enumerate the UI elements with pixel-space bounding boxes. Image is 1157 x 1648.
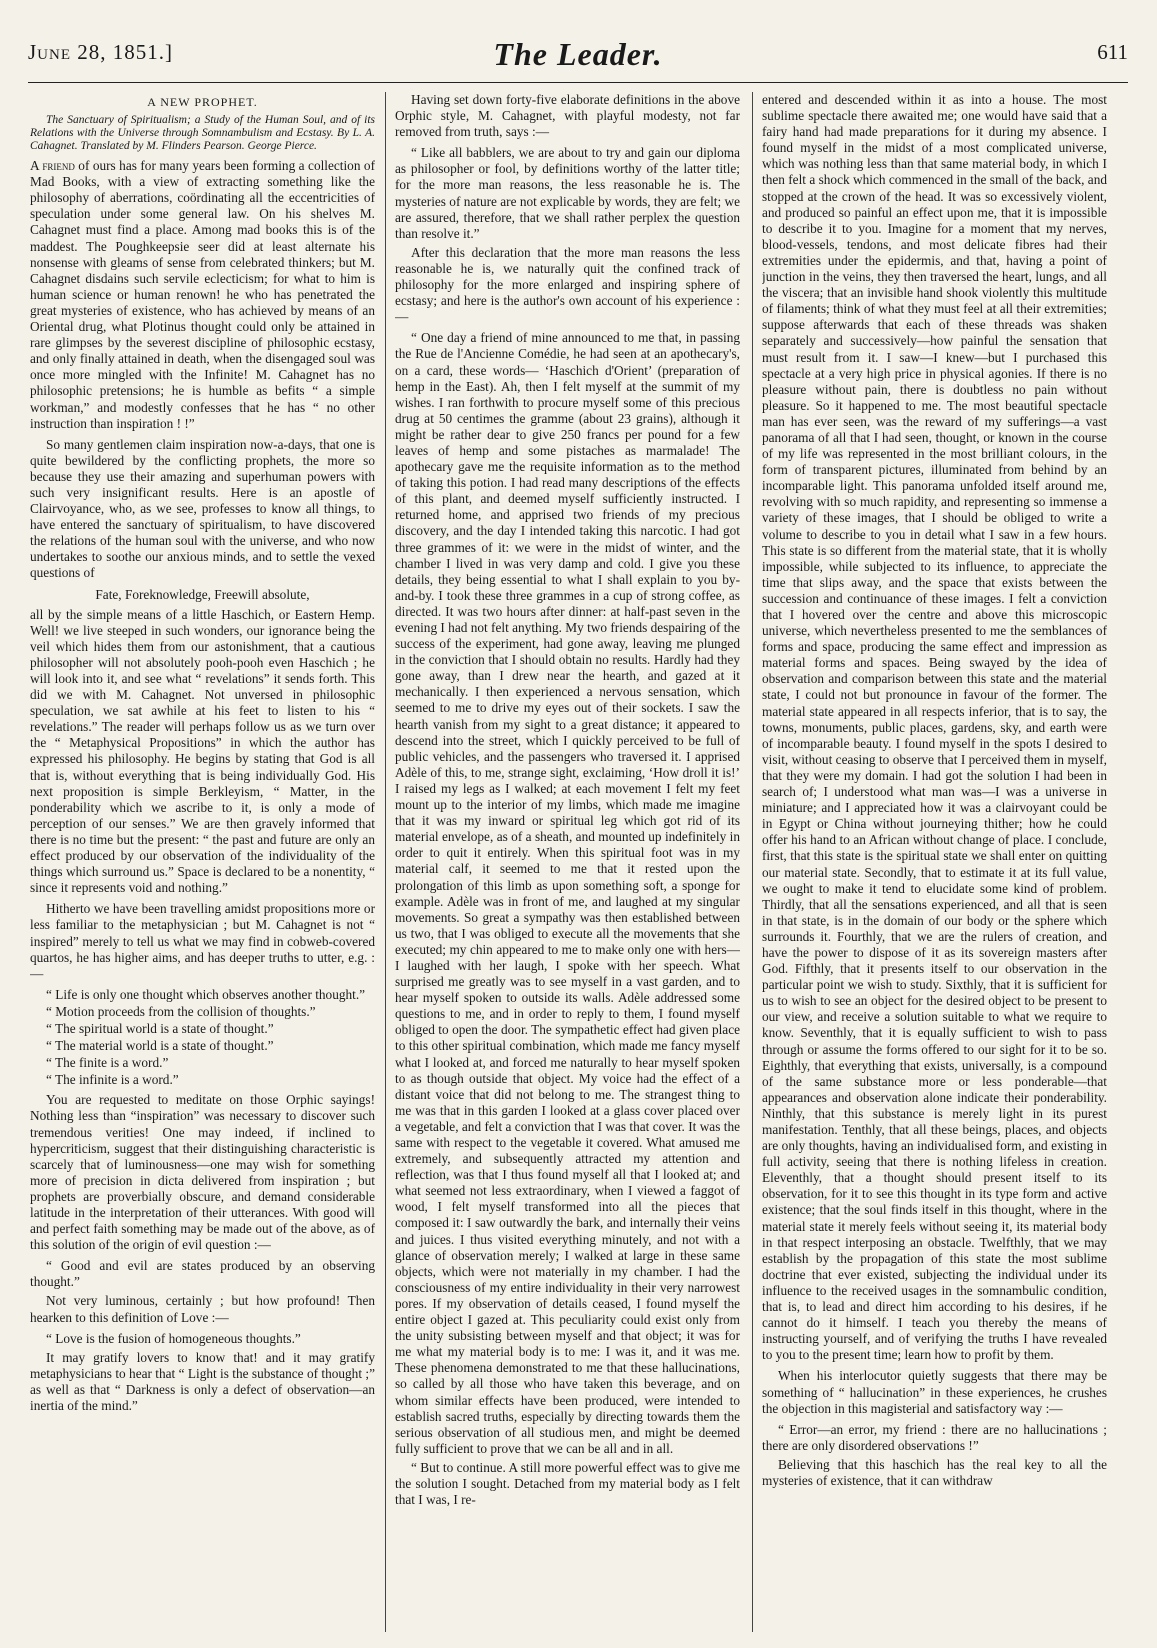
saying: “ The infinite is a word.” xyxy=(46,1072,179,1088)
saying: “ Motion proceeds from the collision of thoughts.” xyxy=(46,1003,316,1019)
verse-quote: Fate, Foreknowledge, Freewill absolute, xyxy=(95,586,310,602)
issue-date: June 28, 1851.] xyxy=(28,40,173,64)
paragraph: Hitherto we have been travelling amidst propositions more or less familiar to the metaphysician ; but M. Cahagnet is not “ inspired” merely to tell us what we may find in cobweb-covered quartos, he has higher aims, and has deeper truths to utter, e.g. :— xyxy=(30,901,375,981)
page-header xyxy=(28,36,1128,80)
quotation: “ Like all babblers, we are about to try and gain our diploma as philosopher or fool, by definitions worthy of the latter title; for the more man reasons, the less reasonable he is. The mysteries of nature are not explicable by words, they are felt; we are assured, therefore, that we shall rather perplex the question than resolve it.” xyxy=(395,145,740,241)
paragraph: It may gratify lovers to know that! and it may gratify metaphysicians to hear that “ Light is the substance of thought ;” as well as that “ Darkness is only a defect of observation—an inertia of the mind.” xyxy=(30,1349,375,1414)
paragraph: Having set down forty-five elaborate definitions in the above Orphic style, M. Cahagnet, with playful modesty, not far removed from truth, says :— xyxy=(395,92,740,140)
column-1 xyxy=(30,92,375,1632)
saying: “ The material world is a state of thought.” xyxy=(46,1038,274,1054)
saying: “ The spiritual world is a state of thought.” xyxy=(46,1020,274,1036)
orphic-sayings xyxy=(30,987,375,1089)
quotation: “ But to continue. A still more powerful effect was to give me the solution I sought. Detached from my material body as I felt that I was, I re- xyxy=(395,1459,740,1508)
saying: “ Life is only one thought which observes another thought.” xyxy=(46,986,366,1002)
column-3 xyxy=(762,92,1107,1632)
saying: “ The finite is a word.” xyxy=(46,1055,169,1071)
quotation: “ Love is the fusion of homogeneous thoughts.” xyxy=(46,1330,301,1346)
paragraph: Not very luminous, certainly ; but how profound! Then hearken to this definition of Love :— xyxy=(30,1293,375,1325)
quotation: “ One day a friend of mine announced to me that, in passing the Rue de l'Ancienne Comédie, he had seen at an apothecary's, on a card, these words— ‘Haschich d'Orient’ (preparation of hemp in the East). Ah, then I felt myself at the summit of my wishes. I ran forthwith to procure myself some of this precious drug at 50 centimes the gramme (about 23 grains), although it might be rather dear to give 250 francs per pound for a few leaves of hemp and some pistaches as marmalade! The apothecary gave me the requisite information as to the method of taking this potion. I had read many descriptions of the effects of this plant, and deemed myself sufficiently instructed. I returned home, and apprised two friends of my precious discovery, and the day I intended taking this narcotic. I had got three grammes of it: we were in the midst of winter, and the chamber I lived in was very damp and cold. I give you these details, they being essential to what I shall explain to you by-and-by. I took these three grammes in a cup of strong coffee, as directed. It was two hours after dinner: at half-past seven in the evening I had not felt anything. My two friends despairing of the success of the experiment, had gone away, leaving me plunged in the conviction that I should obtain no results. Hardly had they gone away, than I drew near the hearth, and gazed at it mechanically. I then experienced a nervous sensation, which seemed to me to drive my eyes out of their sockets. I saw the hearth vanish from my sight to a great distance; it appeared to descend into the street, which I quickly perceived to be full of public vehicles, and the passengers who traversed it. I apprised Adèle of this, to me, strange sight, exclaiming, ‘How droll it is!’ I raised my legs as I walked; at each movement I felt my feet mount up to the interior of my limbs, which made me imagine that it was my inward or spiritual leg which got rid of its material envelope, as of a sheath, and mounted up indefinitely in order to quit it entirely. When this spiritual foot was in my material calf, it seemed to me that it rested upon the prolongation of this limb as upon something soft, a sponge for example. Adèle was in front of me, and laughed at my singular movements. So great a sympathy was then established between us two, that I was obliged to execute all the movements that she executed; my chin appeared to me to make only one with hers—I laughed with her laugh, I spoke with her speech. What surprised me greatly was to see myself in a vast garden, and to hear myself spoken to outside its walls. Adèle addressed some questions to me, and in order to reply to them, I found myself obliged to open the door. The sympathetic effect had given place to this other spiritual combination, which made me fancy myself what I looked at, and forced me naturally to hear myself spoken to as though outside that object. My voice had the effect of a distant voice that did not belong to me. The strangest thing to me was that in this garden I looked at a glass cover placed over a vegetable, and felt a conviction that I was that cover. It was the same with respect to the vegetable it covered. What amused me extremely, and subsequently attracted my attention and reflection, was that I thus found myself all that I looked at; and what seemed not less extraordinary, when I viewed a faggot of wood, I felt myself transformed into all the pieces that composed it: I saw outwardly the bark, and internally their veins and juices. I thus visited everything minutely, and not with a glance of observation merely; I walked at large in these same objects, which were not materially in my chamber. I had the consciousness of my entire individuality in their very narrowest pores. If my observation of details ceased, I found myself the entire object I gazed at. This peculiarity could exist only from the unity subsisting between myself and that object; it was for me what my material body is to me: I was it, and it was me. These phenomena demonstrated to me that these hallucinations, so called by all those who have taken this beverage, and on whom similar effects have been produced, were intended to establish sacred truths, especially by directing towards them the serious observation of all studious men, and might be deemed fully sufficient to prove that we can be all and in all. xyxy=(395,330,740,1456)
lead-words: A friend xyxy=(30,158,75,174)
paragraph: You are requested to meditate on those Orphic sayings! Nothing less than “inspiration” was necessary to discover such tremendous verities! One may indeed, if inclined to hypercriticism, suggest that their distinguishing characteristic is scarcely that of luminousness—one may wish for something more of precision in dicta delivered from inspiration ; but prophets are proverbially obscure, and demand considerable latitude in the interpretation of their utterances. With good will and perfect faith something may be made out of the above, as of this solution of the origin of evil question :— xyxy=(30,1092,375,1253)
paragraph: So many gentlemen claim inspiration now-a-days, that one is quite bewildered by the conflicting prophets, the more so because they use their amazing and superhuman powers with such very insignificant results. Here is an apostle of Clairvoyance, who, as we see, professes to know all things, to have entered the sanctuary of spiritualism, to have discovered the relations of the human soul with the universe, and who now undertakes to soothe our anxious minds, and to settle the vexed questions of xyxy=(30,436,375,581)
paragraph-text: of ours has for many years been forming a collection of Mad Books, with a view of extracting something like the philosophy of aberrations, coördinating all the eccentricities of speculation under some general law. On his shelves M. Cahagnet must find a place. Among mad books this is of the maddest. The Poughkeepsie seer did at least alternate his nonsense with gleams of sense from celebrated thinkers; but M. Cahagnet disdains such servile eclecticism; for what to him is human science or human renown! he who has penetrated the great mysteries of existence, who has achieved by means of an Oriental drug, what Plotinus thought could only be attained in rare glimpses by the severest discipline of philosophic ecstasy, and only finally attained in death, when the disengaged soul was once more mingled with the Infinite! M. Cahagnet has no philosophic pretensions; he is humble as befits “ a simple workman,” and modestly confesses that he has “ no other instruction than inspiration ! !” xyxy=(30,158,375,431)
paragraph xyxy=(30,158,375,432)
quotation: entered and descended within it as into a house. The most sublime spectacle there awaited me; one would have said that a fairy hand had made preparations for it during my absence. I found myself in the midst of a most complicated universe, which was nothing less than that same material body, in which I then felt a shock which commenced in the small of the back, and stopped at the crown of the head. It was so excessively violent, and produced so painful an effect upon me, that it is impossible to describe it to you. Imagine for a moment that my nerves, blood-vessels, tendons, and most delicate fibres had their extremities under the epidermis, and that, having a point of junction in the veins, they then traversed the heart, lungs, and all the viscera; that an invisible hand shook violently this multitude of filaments; think of what they must feel at all their extremities; suppose afterwards that each of these threads was shaken separately and successively—how painful the sensation that must result from it. I saw—I knew—but I purchased this spectacle at a very high price in physical agonies. If there is no pleasure without pain, there is doubtless no pain without pleasure. So it happened to me. The most beautiful spectacle man has ever seen, was the reward of my sufferings—a vast panorama of all that I had seen, thought, or known in the course of my life was represented in the most brilliant colours, in the form of transparent pictures, illuminated from behind by an incomparable light. This panorama unfolded itself around me, revolving with so much rapidity, and representing so immense a variety of these images, that I should be obliged to write a volume to describe to you in detail what I saw in a few hours. This state is so different from the material state, that it is wholly impossible, while subjected to its influence, to appreciate the time that slips away, and the space that exists between the succession and continuance of these images. I felt a conviction that I hovered over the centre and above this microscopic universe, which nevertheless presented to me the semblances of forms and space, producing the same effect and impression as material forms and spaces. Being swayed by the idea of observation and comparison between this state and the material state, I could not but pronounce in favour of the former. The material state appeared in all respects inferior, that is to say, the towns, monuments, public places, gardens, sky, and earth were of incomparable beauty. I found myself in the spots I desired to visit, without ceasing to observe that I perceived them in myself, that they were my domain. I had got the solution I had been in search of; I understood what man was—I was a universe in miniature; and I appreciated how it was a clairvoyant could be in Egypt or China without journeying thither; how he could offer his hand to an African without change of place. I conclude, first, that this state is the spiritual state we shall enter on quitting our material state. Secondly, that to estimate it at its full value, we ought to make it tend to elucidate some kind of problem. Thirdly, that all the sensations experienced, and all that is seen in that state, is in the domain of our body or the sphere which surrounds it. Fourthly, that we are the rulers of creation, and have the power to dispose of it as its sovereign masters after God. Fifthly, that it presents itself to our observation in the particular point we wish to study. Sixthly, that it is sufficient for us to wish to see an object for the desired object to be present to our view, and receive a solution suitable to what we require to know. Seventhly, that it is equally sufficient to wish to pass through or assume the forms offered to our sight for it to be so. Eighthly, that everything that exists, universally, is a compound of the same substance more or less ponderable—that appearances and observation alone indicate their ponderability. Ninthly, that this substance is merely light in its purest manifestation. Tenthly, that all these beings, places, and objects are only thoughts, having an individualised form, and existing in full activity, seeing that there is nothing lifeless in creation. Eleventhly, that a thought should present itself to its observation, for it to see this thought in its type form and active existence; that the soul finds itself in this thought, where in the material state it merely feels without seeing it, its material body in that respect interposing an obstacle. Twelfthly, that we may establish by the propagation of this state the most sublime doctrine that ever existed, subjecting the individual under its influence to the received usages in the somnambulic condition, that is, to lead and direct him according to his desires, if he cannot do it himself. I teach you thereby the means of instructing yourself, and of verifying the truths I have revealed to you to the present time; learn how to profit by them. xyxy=(762,92,1107,1363)
column-divider xyxy=(752,92,753,1632)
article-heading: A NEW PROPHET. xyxy=(147,95,258,109)
column-2 xyxy=(395,92,740,1632)
column-divider xyxy=(385,92,386,1632)
quotation: “ Good and evil are states produced by an observing thought.” xyxy=(30,1258,375,1290)
paragraph: all by the simple means of a little Haschich, or Eastern Hemp. Well! we live steeped in such wonders, our ignorance being the veil which hides them from our astonishment, that a cautious philosopher will not absolutely pooh-pooh even Haschich ; he will look into it, and see what “ revelations” it sends forth. This did we with M. Cahagnet. Not unversed in philosophic speculation, we sat awhile at his feet to listen to his “ revelations.” The reader will perhaps follow us as we turn over the “ Metaphysical Propositions” in which the author has expressed his philosophy. He begins by stating that God is all that is, without everything that is being individually God. His next proposition is simple Berkleyism, “ Matter, in the ponderability which we ascribe to it, is only a mode of perception of our senses.” We are then gravely informed that there is no time but the present: “ the past and future are only an effect produced by our observation of the individuality of the things which surround us.” Space is declared to be a nonentity, “ since it represents void and nothing.” xyxy=(30,606,375,896)
paragraph: When his interlocutor quietly suggests that there may be something of “ hallucination” in these experiences, he crushes the objection in this magisterial and satisfactory way :— xyxy=(762,1368,1107,1416)
header-rule xyxy=(28,82,1128,83)
book-reference: The Sanctuary of Spiritualism; a Study of the Human Soul, and of its Relations with the Universe through Somnambulism and Ecstasy. By L. A. Cahagnet. Translated by M. Flinders Pearson. George Pierce. xyxy=(30,114,375,153)
quotation: “ Error—an error, my friend : there are no hallucinations ; there are only disordered observations !” xyxy=(762,1421,1107,1453)
paragraph: Believing that this haschich has the real key to all the mysteries of existence, that it can withdraw xyxy=(762,1456,1107,1488)
page-number: 611 xyxy=(1097,40,1128,64)
masthead-title: The Leader. xyxy=(493,36,663,72)
paragraph: After this declaration that the more man reasons the less reasonable he is, we naturally quit the confined track of philosophy for the more enlarged and inspiring sphere of ecstasy; and here is the author's own account of his experience :— xyxy=(395,244,740,325)
